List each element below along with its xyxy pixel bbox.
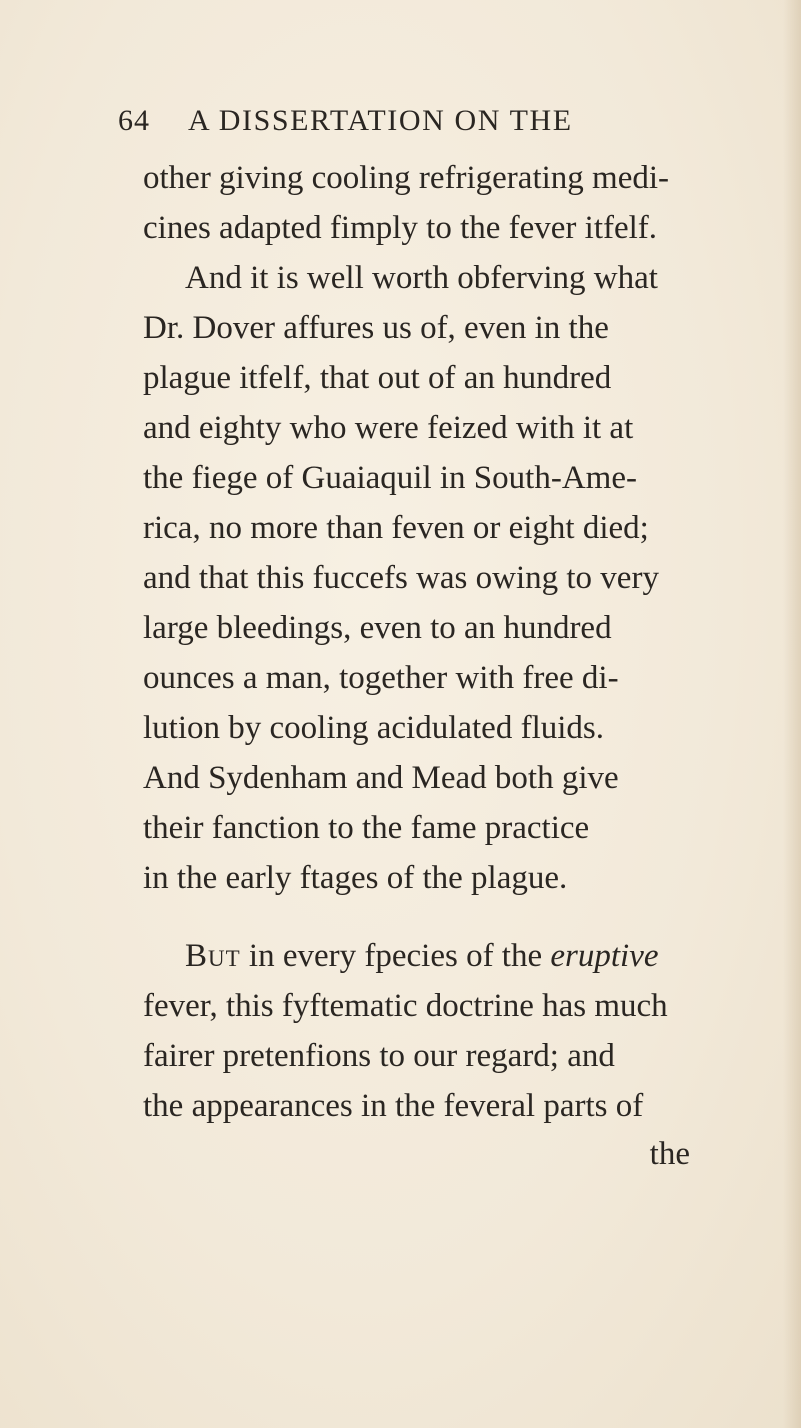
- page-edge-shadow: [783, 0, 801, 1428]
- text-line: plague itfelf, that out of an hundred: [143, 360, 612, 396]
- page-number: 64: [118, 104, 150, 137]
- text-line: cines adapted fimply to the fever itfelf.: [143, 210, 658, 246]
- text-line: rica, no more than feven or eight died;: [143, 510, 649, 546]
- text-line: and that this fuccefs was owing to very: [143, 560, 659, 596]
- text-line: in the early ftages of the plague.: [143, 860, 568, 896]
- text-line: fever, this fyftematic doctrine has much: [143, 988, 668, 1024]
- running-title: A DISSERTATION ON THE: [188, 104, 573, 137]
- text-line: large bleedings, even to an hundred: [143, 610, 612, 646]
- text-line: And Sydenham and Mead both give: [143, 760, 619, 796]
- catchword: the: [649, 1136, 690, 1172]
- text-line: the appearances in the feveral parts of: [143, 1088, 644, 1124]
- text-line: other giving cooling refrigerating medi-: [143, 160, 670, 196]
- running-header: [118, 100, 678, 144]
- text-line: the fiege of Guaiaquil in South-Ame-: [143, 460, 637, 496]
- text-line: fairer pretenfions to our regard; and: [143, 1038, 615, 1074]
- small-caps-opening-word: But: [185, 938, 241, 974]
- italic-word: eruptive: [550, 938, 659, 974]
- text-line: Dr. Dover affures us of, even in the: [143, 310, 609, 346]
- text-line: and eighty who were feized with it at: [143, 410, 634, 446]
- text-line: lution by cooling acidulated fluids.: [143, 710, 605, 746]
- text-line: their fanction to the fame practice: [143, 810, 590, 846]
- text-line: [185, 936, 659, 976]
- text-span: in every fpecies of the: [240, 938, 551, 974]
- text-line: ounces a man, together with free di-: [143, 660, 619, 696]
- text-line: And it is well worth obferving what: [185, 260, 658, 296]
